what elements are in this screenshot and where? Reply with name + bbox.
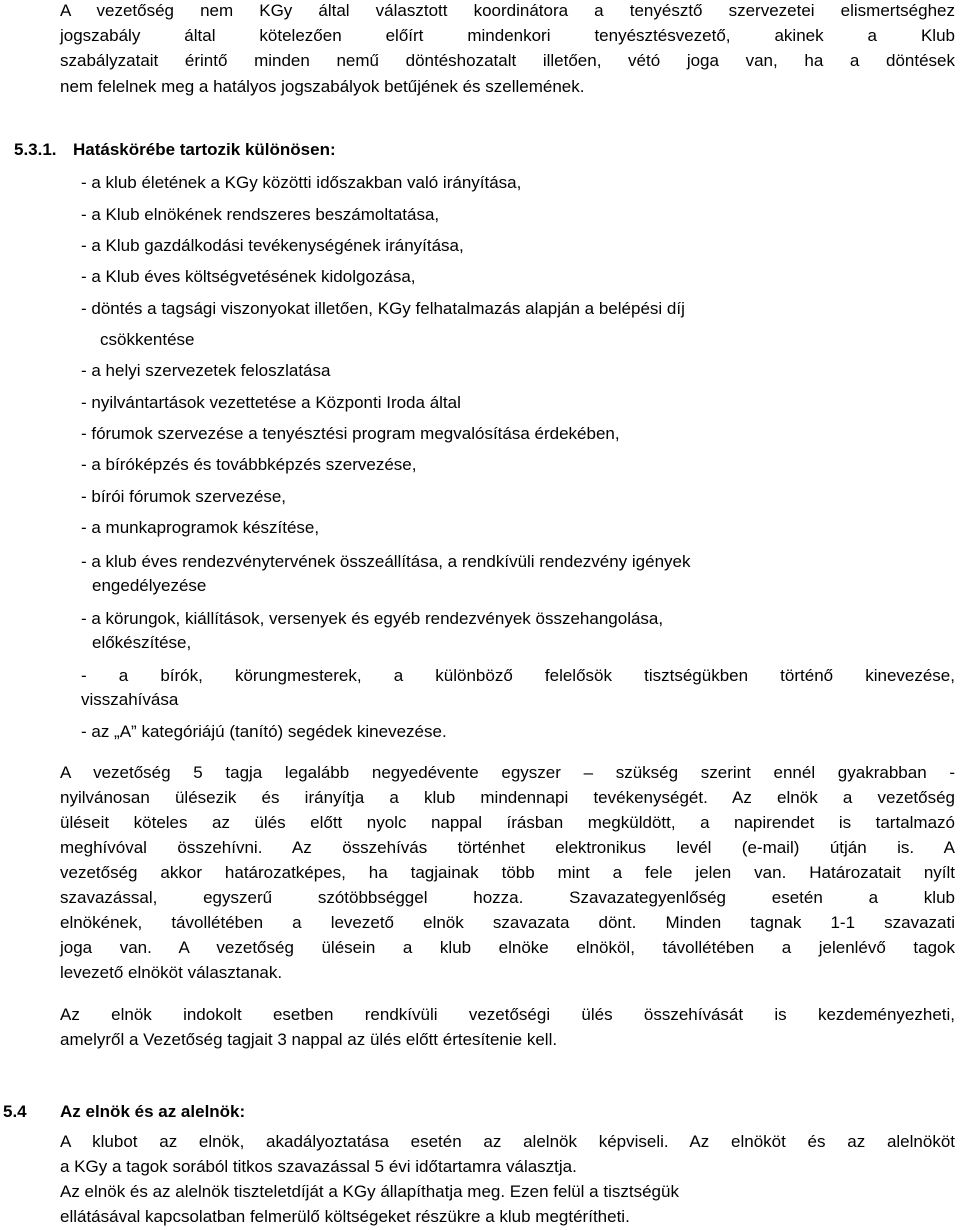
paragraph-line: joga van. A vezetőség ülésein a klub elnöke elnököl, távollétében a jelenlévő tagok [60, 938, 955, 957]
list-item: - a helyi szervezetek feloszlatása [81, 361, 331, 380]
list-item-continuation: visszahívása [81, 690, 179, 709]
intro-line: A vezetőség nem KGy által választott koordinátora a tenyésztő szervezetei elismertséghez [60, 1, 955, 20]
list-item: - a bírók, körungmesterek, a különböző felelősök tisztségükben történő kinevezése, [81, 666, 955, 685]
paragraph-line: vezetőség akkor határozatképes, ha tagjainak több mint a fele jelen van. Határozatait nyílt [60, 863, 955, 882]
section-number: 5.4 [3, 1102, 27, 1121]
list-item: - nyilvántartások vezettetése a Központi Iroda által [81, 393, 461, 412]
intro-line: jogszabály által kötelezően előírt mindenkori tenyésztésvezető, akinek a Klub [60, 26, 955, 45]
intro-line: nem felelnek meg a hatályos jogszabályok betűjének és szellemének. [60, 77, 585, 96]
paragraph-line: A vezetőség 5 tagja legalább negyedévente egyszer – szükség szerint ennél gyakrabban - [60, 763, 955, 782]
list-item: - döntés a tagsági viszonyokat illetően, KGy felhatalmazás alapján a belépési díj [81, 299, 685, 318]
intro-line: szabályzatait érintő minden nemű döntéshozatalt illetően, vétó joga van, ha a döntések [60, 51, 955, 70]
paragraph-line: amelyről a Vezetőség tagjait 3 nappal az ülés előtt értesítenie kell. [60, 1030, 558, 1049]
list-item: - fórumok szervezése a tenyésztési program megvalósítása érdekében, [81, 424, 620, 443]
list-item: - bírói fórumok szervezése, [81, 487, 287, 506]
list-item-continuation: előkészítése, [92, 633, 192, 652]
paragraph-line: üléseit köteles az ülés előtt nyolc nappal írásban megküldött, a napirendet is tartalmazó [60, 813, 955, 832]
list-item-continuation: csökkentése [100, 330, 195, 349]
paragraph-line: Az elnök és az alelnök tiszteletdíját a KGy állapíthatja meg. Ezen felül a tisztségük [60, 1182, 679, 1201]
list-item-continuation: engedélyezése [92, 576, 207, 595]
list-item: - a bíróképzés és továbbképzés szervezése, [81, 455, 417, 474]
list-item: - a Klub gazdálkodási tevékenységének irányítása, [81, 236, 464, 255]
paragraph-line: szavazással, egyszerű szótöbbséggel hozza. Szavazategyenlőség esetén a klub [60, 888, 955, 907]
section-number: 5.3.1. [14, 140, 57, 159]
paragraph-line: A klubot az elnök, akadályoztatása esetén az alelnök képviseli. Az elnököt és az alelnököt [60, 1132, 955, 1151]
list-item: - a munkaprogramok készítése, [81, 518, 320, 537]
list-item: - a Klub elnökének rendszeres beszámoltatása, [81, 205, 440, 224]
paragraph-line: elnökének, távollétében a levezető elnök szavazata dönt. Minden tagnak 1-1 szavazati [60, 913, 955, 932]
paragraph-line: levezető elnököt választanak. [60, 963, 283, 982]
list-item: - a klub életének a KGy közötti időszakban való irányítása, [81, 173, 522, 192]
paragraph-line: a KGy a tagok sorából titkos szavazással 5 évi időtartamra választja. [60, 1157, 577, 1176]
section-title: Az elnök és az alelnök: [60, 1102, 246, 1121]
paragraph-line: nyilvánosan ülésezik és irányítja a klub mindennapi tevékenységét. Az elnök a vezetőség [60, 788, 955, 807]
paragraph-line: ellátásával kapcsolatban felmerülő költségeket részükre a klub megtérítheti. [60, 1207, 630, 1226]
list-item: - a klub éves rendezvénytervének összeállítása, a rendkívüli rendezvény igények [81, 552, 691, 571]
paragraph-line: meghívóval összehívni. Az összehívás történhet elektronikus levél (e-mail) útján is. A [60, 838, 955, 857]
list-item: - az „A” kategóriájú (tanító) segédek kinevezése. [81, 722, 447, 741]
list-item: - a Klub éves költségvetésének kidolgozása, [81, 267, 416, 286]
section-title: Hatáskörébe tartozik különösen: [73, 140, 336, 159]
list-item: - a körungok, kiállítások, versenyek és egyéb rendezvények összehangolása, [81, 609, 664, 628]
paragraph-line: Az elnök indokolt esetben rendkívüli vezetőségi ülés összehívását is kezdeményezheti, [60, 1005, 955, 1024]
